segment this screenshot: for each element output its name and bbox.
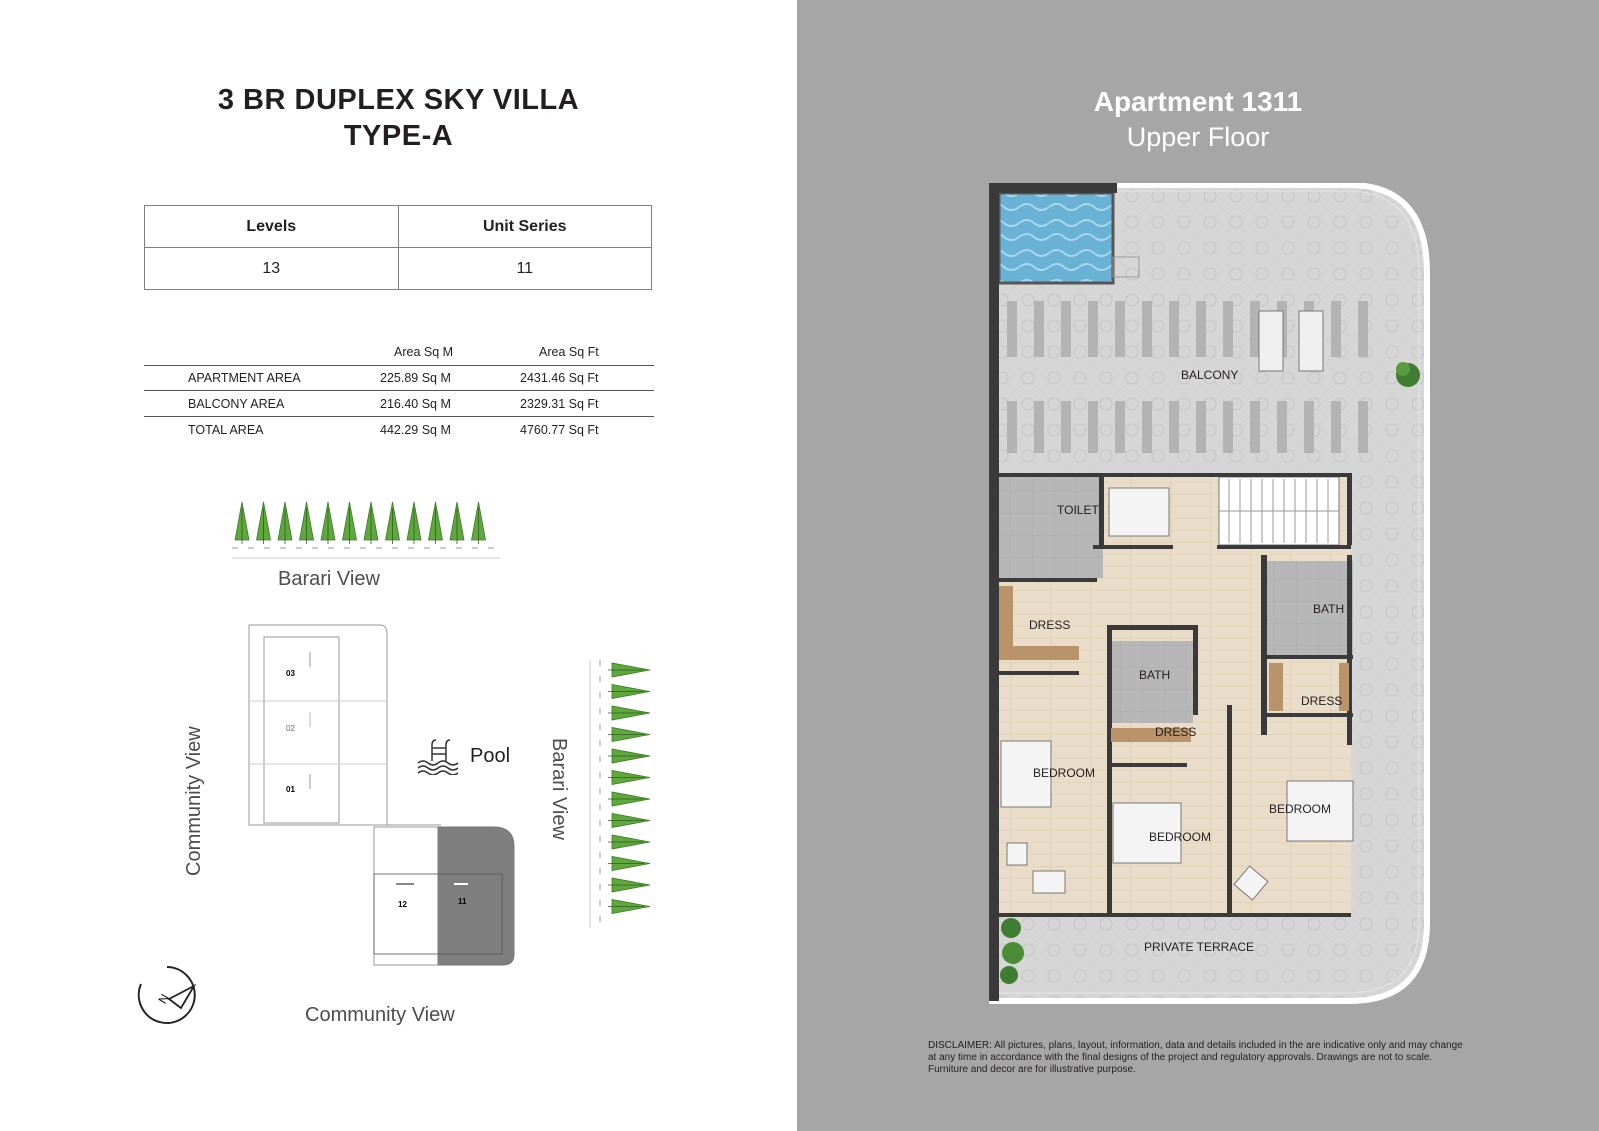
- deck-stripe: [1250, 401, 1260, 453]
- deck-stripe: [1196, 301, 1206, 357]
- unit-label: 02: [286, 724, 295, 733]
- pine-tree-icon: [608, 814, 650, 828]
- pine-tree-icon: [321, 502, 335, 544]
- pine-tree-icon: [608, 749, 650, 763]
- pine-tree-icon: [608, 835, 650, 849]
- unit-table: [144, 205, 652, 290]
- room-bath: BATH: [1139, 668, 1171, 682]
- pine-tree-icon: [429, 502, 443, 544]
- area-label: BALCONY AREA: [188, 397, 285, 411]
- sqm-header: Area Sq M: [394, 345, 454, 359]
- pine-tree-icon: [608, 857, 650, 871]
- floor-subtitle: Upper Floor: [1126, 122, 1270, 152]
- unit-label: 03: [286, 669, 295, 678]
- room-terrace: PRIVATE TERRACE: [1144, 940, 1255, 954]
- room-dress: DRESS: [1301, 694, 1343, 708]
- pine-tree-icon: [343, 502, 357, 544]
- pine-tree-icon: [608, 706, 650, 720]
- trees-top: [232, 500, 502, 564]
- pine-tree-icon: [386, 502, 400, 544]
- pine-tree-icon: [450, 502, 464, 544]
- deck-stripe: [1061, 301, 1071, 357]
- area-sqft: 2329.31 Sq Ft: [520, 397, 599, 411]
- compass-icon: [136, 964, 198, 1026]
- deck-stripe: [1169, 301, 1179, 357]
- room-dress: DRESS: [1029, 618, 1071, 632]
- pine-tree-icon: [235, 502, 249, 544]
- area-sqft: 2431.46 Sq Ft: [520, 371, 599, 385]
- pine-tree-icon: [407, 502, 421, 544]
- area-table: [144, 338, 654, 442]
- pine-tree-icon: [608, 878, 650, 892]
- deck-stripe: [1034, 401, 1044, 453]
- room-bedroom: BEDROOM: [1149, 830, 1212, 844]
- deck-stripe: [1277, 401, 1287, 453]
- room-balcony: BALCONY: [1181, 368, 1239, 382]
- pine-tree-icon: [608, 771, 650, 785]
- unit-label: 11: [458, 897, 467, 906]
- pine-tree-icon: [608, 900, 650, 914]
- key-plan: [246, 622, 518, 967]
- unit-label: 01: [286, 785, 295, 794]
- area-sqft: 4760.77 Sq Ft: [520, 423, 599, 437]
- room-toilet: TOILET: [1057, 503, 1099, 517]
- pine-tree-icon: [608, 792, 650, 806]
- room-bath: BATH: [1313, 602, 1345, 616]
- pine-tree-icon: [608, 663, 650, 677]
- community-view-left: Community View: [183, 726, 205, 876]
- unit-series-value: 11: [398, 248, 652, 290]
- community-view-bottom: Community View: [305, 1004, 455, 1026]
- deck-stripe: [1088, 401, 1098, 453]
- deck-stripe: [1142, 301, 1152, 357]
- area-row-balcony: [144, 390, 654, 416]
- pine-tree-icon: [300, 502, 314, 544]
- deck-stripe: [1007, 301, 1017, 357]
- barari-view-top: Barari View: [278, 568, 380, 590]
- deck-stripe: [1115, 401, 1125, 453]
- deck-stripe: [1115, 301, 1125, 357]
- deck-stripe: [1331, 401, 1341, 453]
- pine-tree-icon: [608, 728, 650, 742]
- trees-right: [584, 660, 654, 930]
- apartment-title: Apartment 1311: [1093, 86, 1303, 117]
- pine-tree-icon: [257, 502, 271, 544]
- left-panel: [0, 0, 797, 1131]
- pine-tree-icon: [278, 502, 292, 544]
- room-bedroom: BEDROOM: [1269, 802, 1332, 816]
- pine-tree-icon: [364, 502, 378, 544]
- unit-label: 12: [398, 900, 407, 909]
- deck-stripe: [1223, 401, 1233, 453]
- deck-stripe: [1007, 401, 1017, 453]
- unit-series-header: Unit Series: [398, 206, 652, 248]
- deck-stripe: [1223, 301, 1233, 357]
- area-sqm: 442.29 Sq M: [380, 423, 451, 437]
- room-dress: DRESS: [1155, 725, 1197, 739]
- deck-stripe: [1331, 301, 1341, 357]
- villa-type: TYPE-A: [343, 120, 454, 152]
- sqft-header: Area Sq Ft: [539, 345, 599, 359]
- deck-stripe: [1034, 301, 1044, 357]
- levels-header: Levels: [145, 206, 399, 248]
- pine-tree-icon: [472, 502, 486, 544]
- levels-value: 13: [145, 248, 399, 290]
- area-label: APARTMENT AREA: [188, 371, 301, 385]
- room-bedroom: BEDROOM: [1033, 766, 1096, 780]
- deck-stripe: [1304, 401, 1314, 453]
- pool-label: Pool: [470, 745, 511, 767]
- area-row-apartment: [144, 364, 654, 390]
- area-row-total: [144, 416, 654, 442]
- deck-stripe: [1169, 401, 1179, 453]
- villa-title: 3 BR DUPLEX SKY VILLA: [217, 84, 580, 116]
- pine-tree-icon: [608, 685, 650, 699]
- deck-stripe: [1088, 301, 1098, 357]
- deck-stripe: [1196, 401, 1206, 453]
- disclaimer: DISCLAIMER: All pictures, plans, layout, information, data and details included in the are indicative only and may change at any time in accordance with the final designs of the project and regulatory approvals. Drawings are not to scale. Furniture and decor are for illustrative purpose.: [928, 1040, 1463, 1075]
- area-sqm: 225.89 Sq M: [380, 371, 451, 385]
- deck-stripe: [1142, 401, 1152, 453]
- deck-stripe: [1061, 401, 1071, 453]
- barari-view-right: Barari View: [548, 738, 570, 840]
- deck-stripe: [1358, 401, 1368, 453]
- area-label: TOTAL AREA: [188, 423, 264, 437]
- area-header-row: [144, 338, 654, 364]
- pool-icon: [416, 737, 464, 775]
- svg-text:N: N: [155, 991, 172, 1007]
- deck-stripe: [1358, 301, 1368, 357]
- area-sqm: 216.40 Sq M: [380, 397, 451, 411]
- floor-plan: [989, 183, 1439, 1013]
